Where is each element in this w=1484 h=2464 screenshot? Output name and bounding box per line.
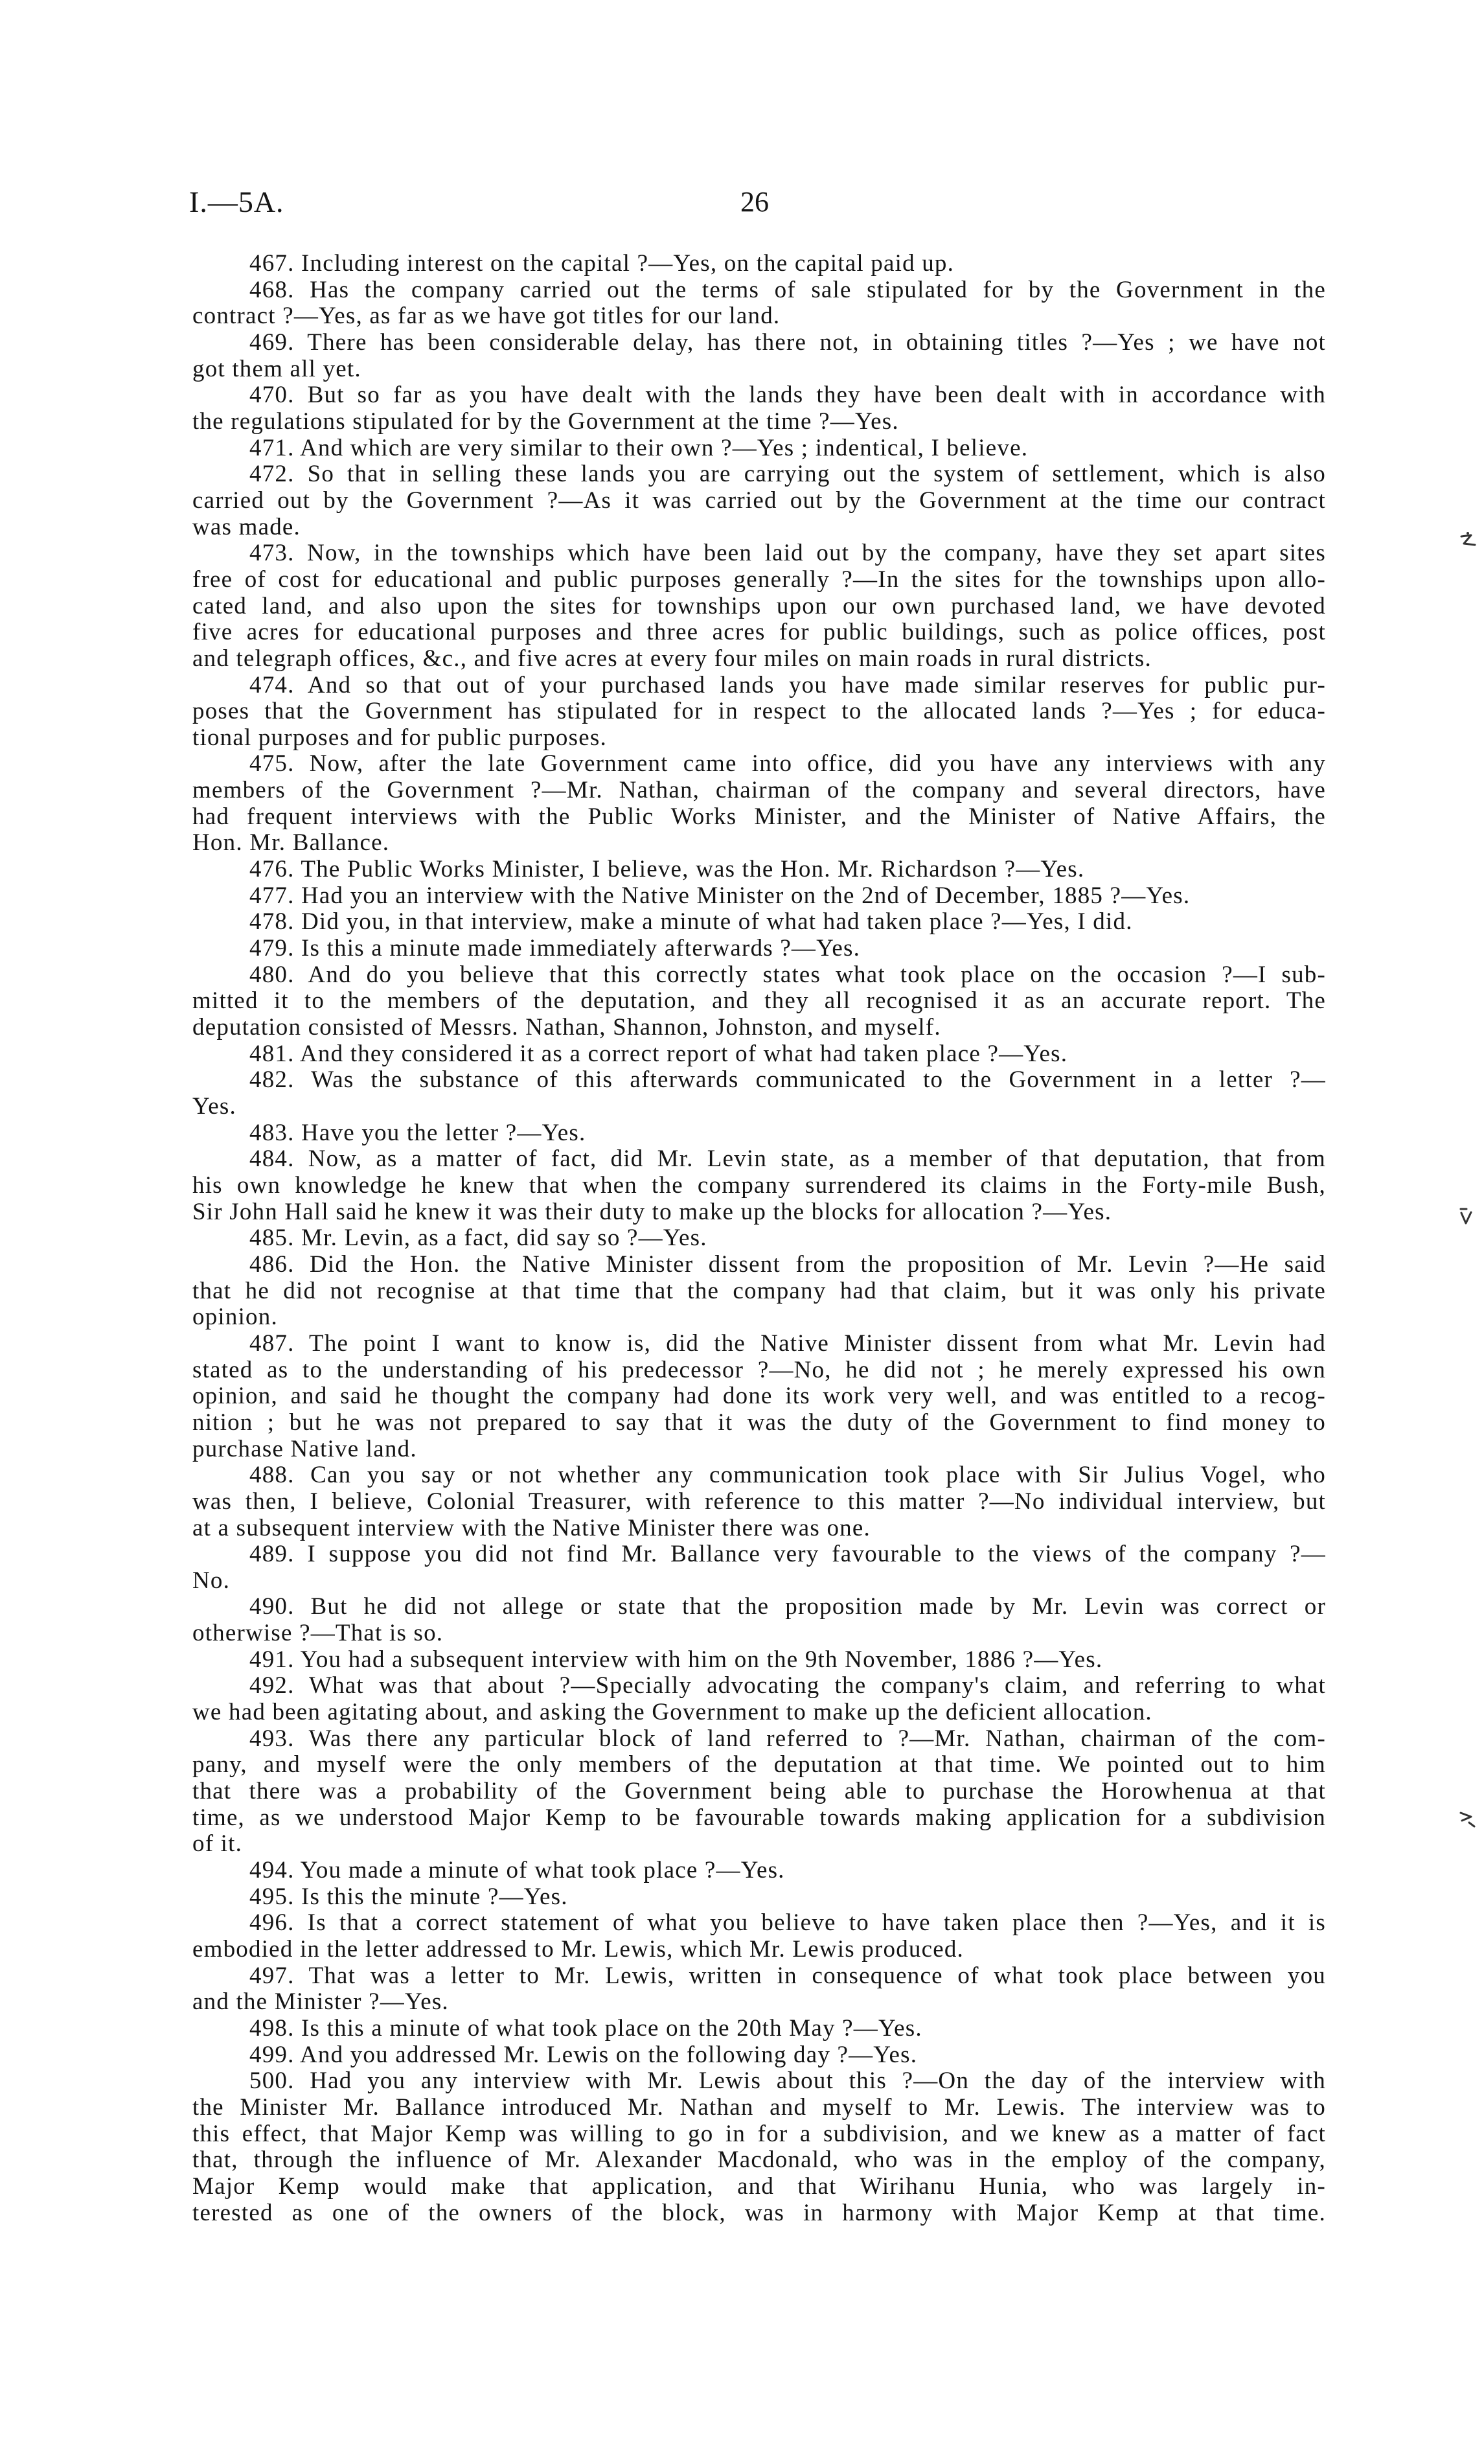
text-line: 483. Have you the letter ?—Yes. — [249, 1119, 586, 1146]
text-line: 475. Now, after the late Government came into office, did you have any interviews with any — [249, 750, 1326, 777]
paragraph-476 — [192, 857, 1326, 883]
margin-mark — [1457, 1809, 1477, 1828]
paragraph-498 — [192, 2016, 1326, 2042]
paragraph-480 — [192, 962, 1326, 1041]
text-line: opinion. — [192, 1304, 278, 1331]
text-line: 472. So that in selling these lands you are carrying out the system of settlement, which is also — [249, 461, 1326, 488]
text-line: 481. And they considered it as a correct report of what had taken place ?—Yes. — [249, 1040, 1068, 1067]
text-line: embodied in the letter addressed to Mr. Lewis, which Mr. Lewis produced. — [192, 1936, 964, 1963]
text-line: poses that the Government has stipulated for in respect to the allocated lands ?—Yes ; for educa- — [192, 698, 1326, 725]
text-line: 490. But he did not allege or state that the proposition made by Mr. Levin was correct or — [249, 1593, 1326, 1620]
paragraph-484 — [192, 1146, 1326, 1225]
text-line: five acres for educational purposes and three acres for public buildings, such as police offices, post — [192, 619, 1326, 646]
text-line: 474. And so that out of your purchased lands you have made similar reserves for public pur- — [249, 671, 1326, 698]
text-line: 493. Was there any particular block of land referred to ?—Mr. Nathan, chairman of the com- — [249, 1725, 1326, 1752]
text-line: that, through the influence of Mr. Alexander Macdonald, who was in the employ of the company, — [192, 2147, 1326, 2174]
paragraph-482 — [192, 1067, 1326, 1120]
text-line: nition ; but he was not prepared to say that it was the duty of the Government to find money to — [192, 1409, 1326, 1436]
text-line: No. — [192, 1567, 231, 1594]
text-line: 480. And do you believe that this correctly states what took place on the occasion ?—I sub- — [249, 961, 1326, 988]
text-line: members of the Government ?—Mr. Nathan, chairman of the company and several directors, have — [192, 777, 1326, 804]
text-line: 470. But so far as you have dealt with the lands they have been dealt with in accordance with — [249, 382, 1326, 409]
paragraph-478 — [192, 909, 1326, 936]
text-line: free of cost for educational and public purposes generally ?—In the sites for the townships upon allo- — [192, 566, 1326, 593]
text-line: 489. I suppose you did not find Mr. Ballance very favourable to the views of the company ?— — [249, 1541, 1326, 1568]
paragraph-500 — [192, 2068, 1326, 2226]
paragraph-497 — [192, 1963, 1326, 2016]
text-line: carried out by the Government ?—As it was carried out by the Government at the time our contract — [192, 487, 1326, 514]
text-line: pany, and myself were the only members of the deputation at that time. We pointed out to him — [192, 1751, 1326, 1779]
text-line: Major Kemp would make that application, and that Wirihanu Hunia, who was largely in- — [192, 2172, 1326, 2200]
text-line: 478. Did you, in that interview, make a minute of what had taken place ?—Yes, I did. — [249, 908, 1133, 936]
text-line: 476. The Public Works Minister, I believe, was the Hon. Mr. Richardson ?—Yes. — [249, 856, 1085, 883]
text-line: we had been agitating about, and asking the Government to make up the deficient allocation. — [192, 1699, 1152, 1726]
text-line: 492. What was that about ?—Specially advocating the company's claim, and referring to what — [249, 1672, 1326, 1699]
paragraph-483 — [192, 1120, 1326, 1147]
text-line: 479. Is this a minute made immediately afterwards ?—Yes. — [249, 935, 861, 962]
paragraph-486 — [192, 1252, 1326, 1331]
text-line: the regulations stipulated for by the Government at the time ?—Yes. — [192, 408, 899, 435]
text-line: 498. Is this a minute of what took place on the 20th May ?—Yes. — [249, 2014, 922, 2042]
paragraph-496 — [192, 1910, 1326, 1963]
paragraph-474 — [192, 673, 1326, 752]
text-line: 491. You had a subsequent interview with him on the 9th November, 1886 ?—Yes. — [249, 1646, 1103, 1673]
text-line: opinion, and said he thought the company had done its work very well, and was entitled to a recog- — [192, 1383, 1326, 1410]
text-line: his own knowledge he knew that when the company surrendered its claims in the Forty-mile Bush, — [192, 1171, 1326, 1199]
paragraph-470 — [192, 382, 1326, 435]
text-line: 495. Is this the minute ?—Yes. — [249, 1883, 568, 1910]
text-line: 471. And which are very similar to their own ?—Yes ; indentical, I believe. — [249, 434, 1029, 461]
paragraph-475 — [192, 751, 1326, 857]
text-line: 496. Is that a correct statement of what you believe to have taken place then ?—Yes, and it is — [249, 1909, 1326, 1937]
paragraph-469 — [192, 330, 1326, 382]
text-line: at a subsequent interview with the Native Minister there was one. — [192, 1514, 871, 1541]
text-line: and the Minister ?—Yes. — [192, 1988, 449, 2016]
paragraph-487 — [192, 1331, 1326, 1462]
text-line: terested as one of the owners of the block, was in harmony with Major Kemp at that time. — [192, 2199, 1326, 2226]
page-number: 26 — [740, 186, 769, 218]
paragraph-489 — [192, 1541, 1326, 1594]
paragraph-467 — [192, 251, 1326, 277]
margin-mark — [1459, 531, 1478, 551]
text-line: this effect, that Major Kemp was willing to go in for a subdivision, and we knew as a matter of fact — [192, 2120, 1326, 2147]
text-line: time, as we understood Major Kemp to be favourable towards making application for a subdivision — [192, 1804, 1326, 1831]
paragraph-472 — [192, 461, 1326, 540]
text-line: deputation consisted of Messrs. Nathan, Shannon, Johnston, and myself. — [192, 1014, 941, 1041]
text-line: 484. Now, as a matter of fact, did Mr. Levin state, as a member of that deputation, that from — [249, 1146, 1326, 1173]
text-line: mitted it to the members of the deputation, and they all recognised it as an accurate report. The — [192, 987, 1326, 1015]
text-line: tional purposes and for public purposes. — [192, 724, 607, 751]
text-line: 497. That was a letter to Mr. Lewis, written in consequence of what took place between you — [249, 1962, 1326, 1989]
text-line: contract ?—Yes, as far as we have got titles for our land. — [192, 303, 781, 330]
text-line: 482. Was the substance of this afterwards communicated to the Government in a letter ?— — [249, 1066, 1326, 1094]
text-line: 500. Had you any interview with Mr. Lewis about this ?—On the day of the interview with — [249, 2067, 1326, 2095]
text-line: got them all yet. — [192, 355, 361, 382]
text-line: stated as to the understanding of his predecessor ?—No, he did not ; he merely expressed his own — [192, 1356, 1326, 1383]
text-line: 468. Has the company carried out the terms of sale stipulated for by the Government in the — [249, 276, 1326, 303]
text-line: was then, I believe, Colonial Treasurer, with reference to this matter ?—No individual interview, but — [192, 1488, 1326, 1515]
text-line: of it. — [192, 1830, 243, 1858]
paragraph-495 — [192, 1884, 1326, 1911]
text-line: that he did not recognise at that time that the company had that claim, but it was only his private — [192, 1277, 1326, 1304]
paragraph-481 — [192, 1041, 1326, 1068]
text-line: 477. Had you an interview with the Native Minister on the 2nd of December, 1885 ?—Yes. — [249, 882, 1191, 909]
text-line: Yes. — [192, 1093, 236, 1120]
paragraph-491 — [192, 1647, 1326, 1674]
paragraph-468 — [192, 277, 1326, 330]
text-line: had frequent interviews with the Public Works Minister, and the Minister of Native Affairs, the — [192, 803, 1326, 830]
text-line: 494. You made a minute of what took place ?—Yes. — [249, 1857, 785, 1884]
margin-mark — [1457, 1206, 1477, 1226]
paragraph-477 — [192, 883, 1326, 910]
document-body — [192, 251, 1326, 2226]
text-line: and telegraph offices, &c., and five acres at every four miles on main roads in rural districts. — [192, 645, 1152, 672]
paragraph-492 — [192, 1673, 1326, 1725]
text-line: Sir John Hall said he knew it was their duty to make up the blocks for allocation ?—Yes. — [192, 1198, 1112, 1225]
paragraph-479 — [192, 936, 1326, 962]
text-line: 469. There has been considerable delay, has there not, in obtaining titles ?—Yes ; we have not — [249, 328, 1326, 356]
text-line: otherwise ?—That is so. — [192, 1620, 444, 1647]
text-line: the Minister Mr. Ballance introduced Mr. Nathan and myself to Mr. Lewis. The interview was to — [192, 2093, 1326, 2121]
text-line: was made. — [192, 513, 301, 540]
paragraph-499 — [192, 2042, 1326, 2069]
paragraph-493 — [192, 1726, 1326, 1858]
text-line: 486. Did the Hon. the Native Minister dissent from the proposition of Mr. Levin ?—He said — [249, 1250, 1326, 1278]
paragraph-490 — [192, 1594, 1326, 1646]
paragraph-473 — [192, 540, 1326, 672]
text-line: Hon. Mr. Ballance. — [192, 829, 390, 857]
paragraph-471 — [192, 435, 1326, 462]
text-line: 499. And you addressed Mr. Lewis on the following day ?—Yes. — [249, 2041, 918, 2068]
text-line: 485. Mr. Levin, as a fact, did say so ?—Yes. — [249, 1225, 707, 1252]
text-line: purchase Native land. — [192, 1435, 417, 1462]
paragraph-494 — [192, 1858, 1326, 1884]
document-reference: I.—5A. — [189, 185, 284, 218]
text-line: 487. The point I want to know is, did the Native Minister dissent from what Mr. Levin had — [249, 1330, 1326, 1357]
text-line: that there was a probability of the Government being able to purchase the Horowhenua at that — [192, 1778, 1326, 1805]
text-line: 467. Including interest on the capital ?—Yes, on the capital paid up. — [249, 250, 955, 277]
paragraph-488 — [192, 1462, 1326, 1541]
paragraph-485 — [192, 1225, 1326, 1252]
text-line: cated land, and also upon the sites for townships upon our own purchased land, we have devoted — [192, 592, 1326, 619]
text-line: 488. Can you say or not whether any communication took place with Sir Julius Vogel, who — [249, 1462, 1326, 1489]
text-line: 473. Now, in the townships which have been laid out by the company, have they set apart sites — [249, 540, 1326, 567]
